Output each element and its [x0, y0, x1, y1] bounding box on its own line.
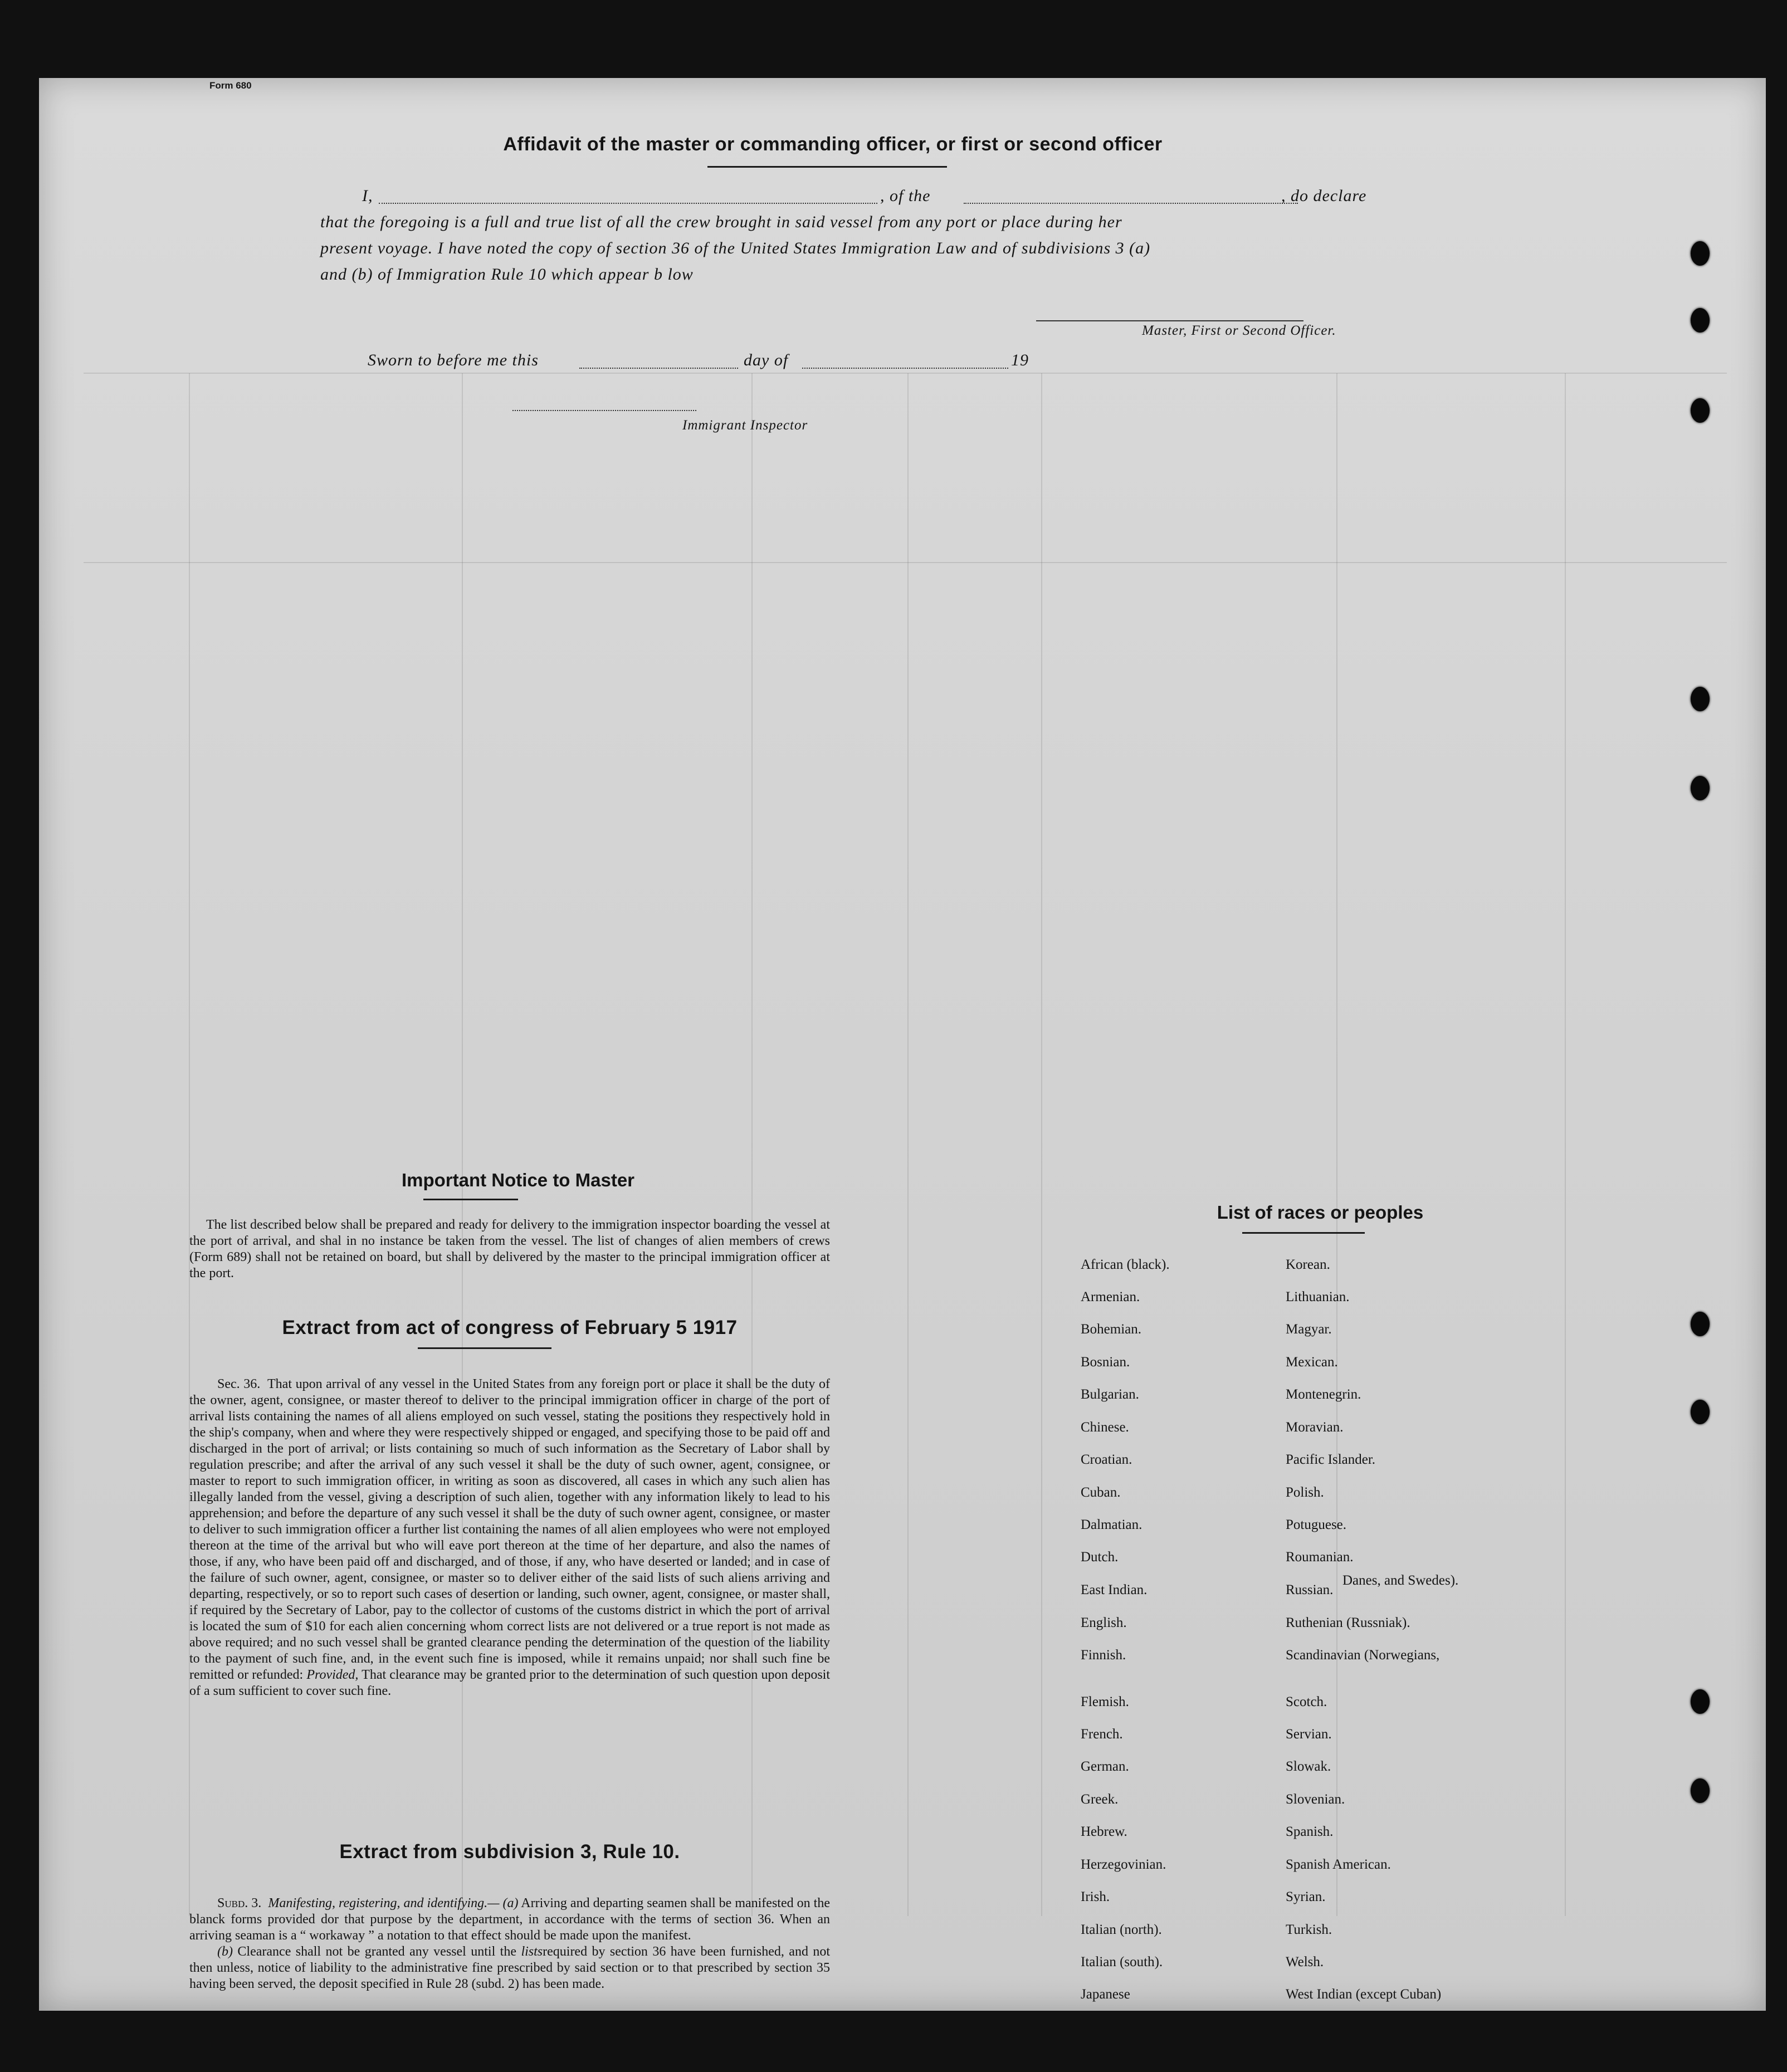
race-left-15: German. — [1081, 1759, 1129, 1774]
race-left-7: Cuban. — [1081, 1485, 1121, 1500]
rule-extract-title: Extract from subdivision 3, Rule 10. — [339, 1841, 680, 1863]
race-right-4: Montenegrin. — [1286, 1387, 1361, 1402]
notice-title: Important Notice to Master — [401, 1170, 635, 1190]
act-extract-underline — [418, 1347, 551, 1349]
race-left-10: East Indian. — [1081, 1582, 1148, 1597]
notice-title-underline — [423, 1199, 518, 1200]
race-left-20: Italian (north). — [1081, 1922, 1162, 1937]
race-right-0: Korean. — [1286, 1257, 1330, 1272]
sworn-label: Sworn to before me this — [368, 351, 539, 369]
race-right-2: Magyar. — [1286, 1322, 1332, 1337]
race-left-1: Armenian. — [1081, 1289, 1140, 1304]
race-right-22: West Indian (except Cuban) — [1286, 1987, 1442, 2002]
race-right-10: Russian. — [1286, 1582, 1334, 1597]
subd-label: Subd. 3. — [217, 1896, 262, 1910]
binder-hole — [1691, 776, 1710, 800]
section-36-provided: Provided, — [306, 1668, 359, 1682]
race-right-1: Lithuanian. — [1286, 1289, 1350, 1304]
race-left-4: Bulgarian. — [1081, 1387, 1139, 1402]
race-left-14: French. — [1081, 1727, 1123, 1742]
binder-hole — [1691, 398, 1710, 423]
binder-hole — [1691, 1689, 1710, 1714]
section-36-label: Sec. 36. — [217, 1377, 261, 1391]
affidavit-i-label: I, — [362, 187, 373, 205]
subd-a-text: Arriving and departing seamen shall be manifested on the blanck forms provided dor that purpose by the department, in accordance with the terms of section 36. When an arriving seaman is a “ workaway ” a notation to that effect should be made upon the manifest. — [189, 1896, 830, 1943]
race-left-11: English. — [1081, 1615, 1127, 1630]
race-left-21: Italian (south). — [1081, 1954, 1163, 1970]
affidavit-line-2: that the foregoing is a full and true list of all the crew brought in said vessel from any port or place during her — [320, 213, 1122, 231]
title-underline — [707, 166, 947, 168]
race-left-18: Herzegovinian. — [1081, 1857, 1166, 1872]
race-right-15: Slowak. — [1286, 1759, 1331, 1774]
affidavit-title: Affidavit of the master or commanding officer, or first or second officer — [503, 134, 1163, 155]
binder-hole — [1691, 1400, 1710, 1424]
race-right-5: Moravian. — [1286, 1420, 1344, 1435]
race-left-3: Bosnian. — [1081, 1355, 1130, 1370]
race-right-9: Roumanian. — [1286, 1550, 1354, 1565]
subd-heading: Manifesting, registering, and identifying.— (a) — [268, 1896, 519, 1910]
race-left-5: Chinese. — [1081, 1420, 1129, 1435]
section-36-text — [189, 1376, 830, 1699]
race-left-8: Dalmatian. — [1081, 1517, 1142, 1532]
race-left-16: Greek. — [1081, 1792, 1119, 1807]
race-left-2: Bohemian. — [1081, 1322, 1142, 1337]
sworn-day-of-label: day of — [744, 351, 789, 369]
race-scandinavian-continued: Danes, and Swedes). — [1342, 1573, 1459, 1588]
subd-b-label: (b) — [217, 1944, 233, 1959]
subd-b-text-1: Clearance shall not be granted any vessel until the — [237, 1944, 516, 1959]
race-left-17: Hebrew. — [1081, 1824, 1127, 1839]
affidavit-line-4: and (b) of Immigration Rule 10 which appear b low — [320, 265, 694, 284]
race-right-13: Scotch. — [1286, 1694, 1327, 1709]
name-blank[interactable] — [379, 203, 877, 204]
sworn-day-blank[interactable] — [579, 368, 738, 369]
binder-hole — [1691, 241, 1710, 266]
master-signature-label: Master, First or Second Officer. — [1142, 323, 1336, 338]
race-right-11: Ruthenian (Russniak). — [1286, 1615, 1410, 1630]
race-left-0: African (black). — [1081, 1257, 1170, 1272]
race-right-16: Slovenian. — [1286, 1792, 1345, 1807]
binder-hole — [1691, 687, 1710, 711]
form-number: Form 680 — [209, 80, 252, 91]
race-right-19: Syrian. — [1286, 1889, 1326, 1904]
sworn-year-label: 19 — [1011, 351, 1029, 369]
inspector-signature-line[interactable] — [512, 410, 696, 411]
binder-hole — [1691, 308, 1710, 333]
race-left-22: Japanese — [1081, 1987, 1130, 2002]
race-left-13: Flemish. — [1081, 1694, 1129, 1709]
subd-b-text-2: required by section 36 have been furnished, and not then unless, notice of liability to the administrative fine prescribed by said section or to that prescribed by section 35 having been served, the deposit specified in Rule 28 (subd. 2) has been made. — [189, 1944, 831, 1991]
race-right-17: Spanish. — [1286, 1824, 1334, 1839]
binder-hole — [1691, 1312, 1710, 1336]
vessel-blank[interactable] — [964, 203, 1298, 204]
section-36-body-end: That clearance may be granted prior to the determination of such question upon deposit of a sum sufficient to cover such fine. — [189, 1668, 831, 1698]
race-right-12: Scandinavian (Norwegians, — [1286, 1648, 1440, 1663]
section-36-body: That upon arrival of any vessel in the United States from any foreign port or place it shall be the duty of the owner, agent, consignee, or master thereof to deliver to the principal immigration officer in charge of the port of arrival lists containing the names of all aliens employed on such vessel, stating the positions they respectively hold in the ship's company, when and where they were respectively shipped or engaged, and specifying those to be paid off and discharged in the port of arrival; or lists containing so much of such information as the Secretary of Labor shall by regulation prescribe; and after the arrival of any such vessel it shall be the duty of such owner, agent, consignee, or master to report to such immigration officer, in writing as soon as discovered, all cases in which any such alien has illegally landed from the vessel, giving a description of such alien, together with any information likely to lead to his apprehension; and before the departure of any such vessel it shall be the duty of such owner agent, consignee, or master to deliver to such immigration officer a further list containing the names of all alien employees who were not employed thereon at the time of the arrival but who will eave port thereon at the time of her departure, and also the names of those, if any, who have been paid off and discharged, and of those, if any, who have deserted or landed; and in case of the failure of such owner, agent, consignee, or master so to deliver either of the said lists of such aliens arriving and departing, respectively, or so to report such cases of desertion or landing, such owner, agent, consignee, or master shall, if required by the Secretary of Labor, pay to the collector of customs of the customs district in which the port of arrival is located the sum of $10 for each alien concerning whom correct lists are not delivered or a true report is not made as above required; and no such vessel shall be granted clearance pending the determination of the question of the liability to the payment of such fine, and, in the event such fine is imposed, while it remains unpaid; nor shall such fine be remitted or refunded: — [189, 1377, 830, 1682]
race-left-12: Finnish. — [1081, 1648, 1126, 1663]
sworn-month-blank[interactable] — [802, 368, 1008, 369]
race-right-3: Mexican. — [1286, 1355, 1338, 1370]
subdivision-3-text — [189, 1895, 830, 1992]
inspector-label: Immigrant Inspector — [682, 418, 808, 433]
race-right-20: Turkish. — [1286, 1922, 1332, 1937]
binder-hole — [1691, 1778, 1710, 1803]
race-right-6: Pacific Islander. — [1286, 1452, 1376, 1467]
race-right-7: Polish. — [1286, 1485, 1324, 1500]
race-right-14: Servian. — [1286, 1727, 1332, 1742]
master-signature-line[interactable] — [1036, 320, 1303, 321]
affidavit-do-declare-label: , do declare — [1281, 187, 1367, 205]
affidavit-of-the-label: , of the — [880, 187, 931, 205]
manifest-page — [39, 78, 1766, 2011]
race-left-9: Dutch. — [1081, 1550, 1119, 1565]
subd-b-lists: lists — [521, 1944, 543, 1959]
race-right-8: Potuguese. — [1286, 1517, 1347, 1532]
races-title: List of races or peoples — [1217, 1202, 1424, 1223]
race-left-19: Irish. — [1081, 1889, 1110, 1904]
act-extract-title: Extract from act of congress of February 5 1917 — [282, 1317, 738, 1338]
race-right-18: Spanish American. — [1286, 1857, 1391, 1872]
races-title-underline — [1242, 1232, 1365, 1234]
race-left-6: Croatian. — [1081, 1452, 1132, 1467]
notice-text: The list described below shall be prepared and ready for delivery to the immigration inspector boarding the vessel at the port of arrival, and shal in no instance be taken from the vessel. The list of changes of alien members of crews (Form 689) shall not be retained on board, but shall by delivered by the master to the principal immigration officer at the port. — [189, 1218, 830, 1281]
race-right-21: Welsh. — [1286, 1954, 1324, 1970]
affidavit-line-3: present voyage. I have noted the copy of section 36 of the United States Immigration Law and of subdivisions 3 (a) — [320, 239, 1151, 257]
